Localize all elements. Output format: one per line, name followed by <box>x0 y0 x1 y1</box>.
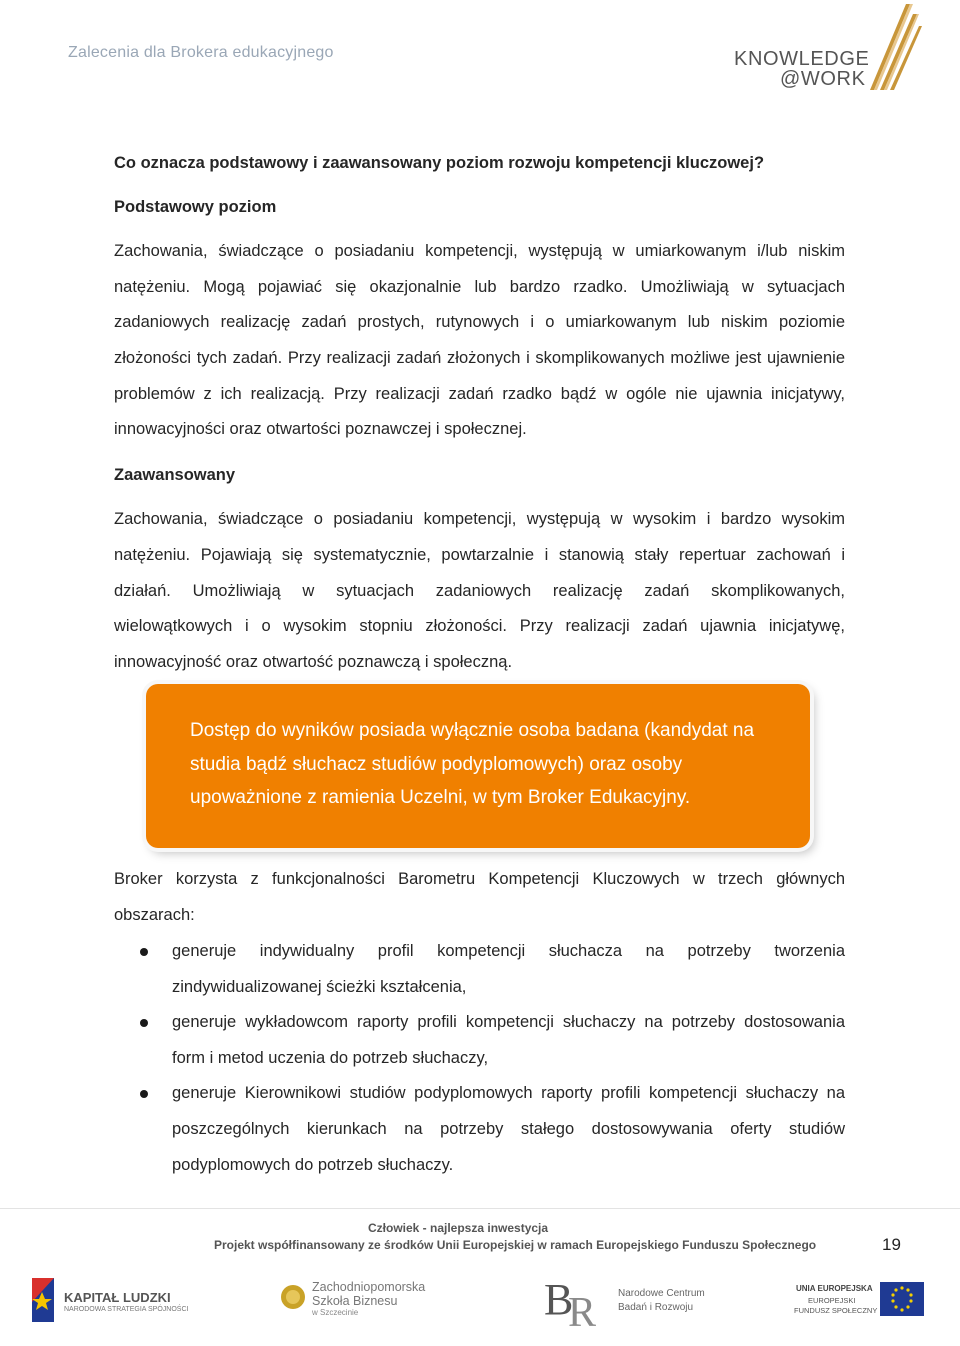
question-heading: Co oznacza podstawowy i zaawansowany poziom rozwoju kompetencji kluczowej? <box>114 154 765 172</box>
eu-line3: FUNDUSZ SPOŁECZNY <box>794 1306 878 1315</box>
header-title: Zalecenia dla Brokera edukacyjnego <box>68 44 334 61</box>
broker-functions-list <box>114 934 845 1183</box>
footer-slogan: Człowiek - najlepsza inwestycja <box>368 1221 549 1235</box>
access-callout-box <box>146 684 810 848</box>
main-content <box>114 146 845 690</box>
basic-level-heading: Podstawowy poziom <box>114 197 277 216</box>
footer-funding-note: Projekt współfinansowany ze środków Unii Europejskiej w ramach Europejskiego Funduszu Społecznego <box>214 1238 817 1252</box>
br-monogram-icon <box>540 1270 610 1336</box>
logo-stripes-icon <box>866 4 922 90</box>
eu-line2: EUROPEJSKI <box>808 1296 856 1305</box>
knowledge-at-work-logo <box>732 4 922 90</box>
kapital-ludzki-logo <box>26 1270 196 1330</box>
basic-level-text: Zachowania, świadczące o posiadaniu kompetencji, występują w umiarkowanym i/lub niskim natężeniu. Mogą pojawiać się okazjonalnie lub bardzo rzadko. Umożliwiają w sytuacjach zadaniowych realizację zadań prostych, rutynowych i o umiarkowanym lub niskim poziomie złożoności tych zadań. Przy realizacji zadań złożonych i skomplikowanych możliwe jest ujawnienie problemów z ich realizacją. Przy realizacji zadań rzadko bądź w ogóle nie ujawnia inicjatywy, innowacyjności oraz otwartości poznawczej i społecznej. <box>114 242 845 439</box>
list-item-text: generuje wykładowcom raporty profili kompetencji słuchaczy na potrzeby dostosowania form i metod uczenia do potrzeb słuchaczy, <box>172 1013 845 1067</box>
eu-line1: UNIA EUROPEJSKA <box>796 1284 873 1293</box>
list-item <box>114 1005 845 1076</box>
kapital-ludzki-title: KAPITAŁ LUDZKI <box>64 1290 171 1305</box>
ncbr-line2: Badań i Rozwoju <box>618 1302 694 1313</box>
zpsb-line1: Zachodniopomorska <box>312 1280 426 1294</box>
advanced-level-heading: Zaawansowany <box>114 465 236 484</box>
zpsb-emblem-icon <box>280 1284 306 1310</box>
bullet-icon <box>140 948 148 956</box>
ncbr-logo <box>540 1270 710 1340</box>
broker-intro-text: Broker korzysta z funkcjonalności Barometru Kompetencji Kluczowych w trzech głównych obszarach: <box>114 870 845 924</box>
bullet-icon <box>140 1019 148 1027</box>
zachodniopomorska-logo <box>280 1270 480 1330</box>
list-item-text: generuje Kierownikowi studiów podyplomowych raporty profili kompetencji słuchaczy na poszczególnych kierunkach na potrzeby stałego dostosowywania oferty studiów podyplomowych do potrzeb słuchaczy. <box>172 1084 845 1174</box>
ncbr-line1: Narodowe Centrum <box>618 1288 705 1299</box>
bullet-icon <box>140 1090 148 1098</box>
svg-text:R: R <box>568 1290 597 1336</box>
logo-text-line2: @WORK <box>780 68 866 90</box>
eu-logo <box>792 1270 942 1330</box>
eu-flag-icon <box>880 1282 924 1316</box>
access-callout-text: Dostęp do wyników posiada wyłącznie osoba badana (kandydat na studia bądź słuchacz studiów podyplomowych) oraz osoby upoważnione z ramienia Uczelni, w tym Broker Edukacyjny. <box>190 720 755 808</box>
zpsb-line3: w Szczecinie <box>312 1308 359 1317</box>
page-number: 19 <box>882 1235 901 1254</box>
advanced-level-text: Zachowania, świadczące o posiadaniu kompetencji, występują w wysokim i bardzo wysokim natężeniu. Pojawiają się systematycznie, powtarzalnie i stanowią stały repertuar zachowań i działań. Umożliwiają w sytuacjach zadaniowych realizację zadań skomplikowanych, wielowątkowych i o wysokim stopniu złożoności. Przy realizacji zadań ujawnia inicjatywę, innowacyjność oraz otwartość poznawczą i społeczną. <box>114 510 845 671</box>
kapital-ludzki-subtitle: NARODOWA STRATEGIA SPÓJNOŚCI <box>64 1306 189 1313</box>
list-item-text: generuje indywidualny profil kompetencji słuchacza na potrzeby tworzenia zindywidualizowanej ścieżki kształcenia, <box>172 942 845 996</box>
svg-text:B: B <box>544 1275 574 1324</box>
zpsb-line2: Szkoła Biznesu <box>312 1294 398 1308</box>
list-item <box>114 934 845 1005</box>
broker-intro <box>114 862 845 933</box>
footer-divider <box>0 1208 960 1209</box>
list-item <box>114 1076 845 1183</box>
kapital-ludzki-emblem-icon <box>26 1272 60 1326</box>
logo-text-line1: KNOWLEDGE <box>734 48 870 70</box>
